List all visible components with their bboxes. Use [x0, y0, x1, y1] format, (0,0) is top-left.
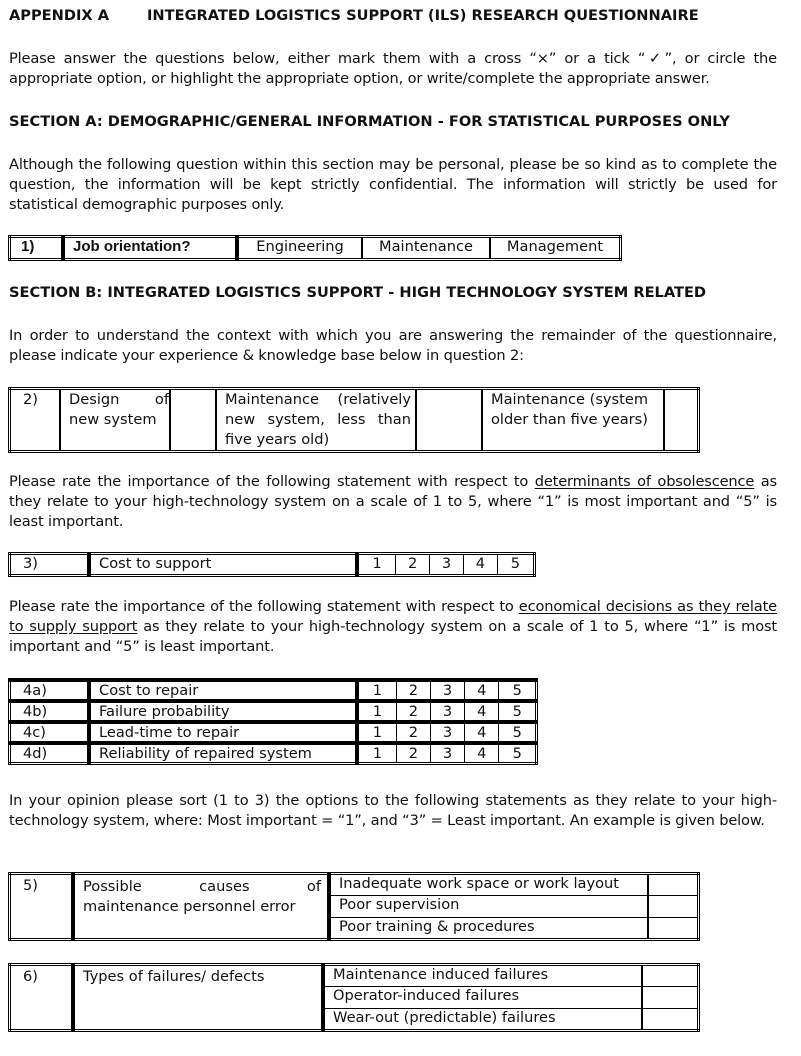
q4d-label: Reliability of repaired system: [89, 743, 357, 764]
q4c-rating-5[interactable]: 5: [512, 724, 522, 741]
section-a-heading: SECTION A: DEMOGRAPHIC/GENERAL INFORMATION - FOR STATISTICAL PURPOSES ONLY: [9, 113, 730, 130]
q1-label: Job orientation?: [63, 237, 237, 260]
appendix-label: APPENDIX A: [9, 7, 110, 24]
q3-rating-5[interactable]: 5: [510, 555, 521, 572]
q4-row: [10, 680, 537, 701]
q6-rank-3[interactable]: [642, 1009, 699, 1031]
q5-option-2: Poor supervision: [329, 896, 648, 918]
q6-option-2: Operator-induced failures: [323, 987, 642, 1009]
q2-option-maint-old: Maintenance (system older than five years): [482, 389, 664, 452]
q4c-number: 4c): [10, 722, 90, 743]
q4a-rating-2[interactable]: 2: [396, 680, 430, 701]
q4b-rating-2[interactable]: 2: [396, 701, 430, 722]
q4c-rating-4[interactable]: 4: [465, 722, 499, 743]
q6-table: [8, 963, 700, 1032]
q5-label: Possible causes of maintenance personnel error: [73, 874, 329, 940]
q2-table: [8, 387, 700, 453]
q4-emphasis: economical decisions as they relate to supply support: [9, 598, 777, 635]
q2-checkbox-maint-old[interactable]: [664, 389, 699, 452]
section-b-heading: SECTION B: INTEGRATED LOGISTICS SUPPORT - HIGH TECHNOLOGY SYSTEM RELATED: [9, 284, 707, 301]
q4b-label: Failure probability: [89, 701, 357, 722]
q1-table: [8, 235, 622, 261]
q3-rating-3[interactable]: 3: [430, 554, 464, 576]
q1-option-management[interactable]: Management: [506, 238, 604, 255]
q6-label: Types of failures/ defects: [73, 965, 323, 1031]
q2-checkbox-design[interactable]: [170, 389, 216, 452]
q3-table: [8, 552, 536, 577]
page-title: INTEGRATED LOGISTICS SUPPORT (ILS) RESEARCH QUESTIONNAIRE: [147, 7, 699, 24]
q4c-rating-1[interactable]: 1: [357, 722, 396, 743]
q4c-rating-2[interactable]: 2: [396, 722, 430, 743]
q5-option-3: Poor training & procedures: [329, 918, 648, 940]
q3-emphasis: determinants of obsolescence: [534, 473, 755, 490]
q2-option-design: Design of new system: [60, 389, 170, 452]
q4d-rating-3[interactable]: 3: [430, 743, 464, 764]
q5-option-1: Inadequate work space or work layout: [329, 874, 648, 896]
q6-rank-1[interactable]: [642, 965, 699, 987]
q4a-rating-1[interactable]: 1: [357, 680, 396, 701]
q1-option-engineering[interactable]: Engineering: [237, 237, 362, 260]
q4d-rating-1[interactable]: 1: [357, 743, 396, 764]
q3-number: 3): [10, 554, 90, 576]
q1-number: 1): [10, 237, 64, 260]
q4-row: [10, 701, 537, 722]
q5-number: 5): [10, 874, 74, 940]
q3-rating-2[interactable]: 2: [396, 554, 430, 576]
q3-label: Cost to support: [89, 554, 357, 576]
q4b-rating-3[interactable]: 3: [430, 701, 464, 722]
q4-intro: Please rate the importance of the following statement with respect to economical decisions as they relate to supply support as they relate to your high-technology system on a scale of 1 to 5, where “1” is most important and “5” is least important.: [9, 598, 777, 655]
sort-intro: In your opinion please sort (1 to 3) the options to the following statements as they relate to your high-technology system, where: Most important = “1”, and “3” = Least important. An example is given below.: [9, 792, 777, 829]
q4c-label: Lead-time to repair: [89, 722, 357, 743]
q5-table: [8, 872, 700, 941]
q6-rank-2[interactable]: [642, 987, 699, 1009]
q5-rank-2[interactable]: [648, 896, 699, 918]
q4a-number: 4a): [10, 680, 90, 701]
q4a-rating-3[interactable]: 3: [430, 680, 464, 701]
q6-number: 6): [10, 965, 74, 1031]
q3-rating-4[interactable]: 4: [463, 554, 497, 576]
q4d-number: 4d): [10, 743, 90, 764]
q1-option-maintenance[interactable]: Maintenance: [362, 237, 490, 260]
instructions-text: Please answer the questions below, either mark them with a cross “×” or a tick “✓”, or circle the appropriate option, or highlight the appropriate option, or write/complete the appropriate answer.: [9, 50, 777, 87]
q4d-rating-4[interactable]: 4: [465, 743, 499, 764]
q6-option-3: Wear-out (predictable) failures: [323, 1009, 642, 1031]
q3-rating-1[interactable]: 1: [357, 554, 396, 576]
q2-checkbox-maint-new[interactable]: [416, 389, 482, 452]
q4-table: [8, 678, 538, 765]
q4-row: [10, 743, 537, 764]
q3-intro: Please rate the importance of the following statement with respect to determinants of obsolescence as they relate to your high-technology system on a scale of 1 to 5, where “1” is most important and “5” is least important.: [9, 473, 777, 530]
q4a-rating-4[interactable]: 4: [465, 680, 499, 701]
q4b-rating-5[interactable]: 5: [512, 703, 522, 720]
q6-option-1: Maintenance induced failures: [323, 965, 642, 987]
q2-number: 2): [10, 389, 61, 452]
section-b-intro: In order to understand the context with which you are answering the remainder of the questionnaire, please indicate your experience & knowledge base below in question 2:: [9, 327, 777, 364]
q4b-rating-1[interactable]: 1: [357, 701, 396, 722]
q4a-label: Cost to repair: [89, 680, 357, 701]
q4d-rating-2[interactable]: 2: [396, 743, 430, 764]
q5-rank-1[interactable]: [648, 874, 699, 896]
q4c-rating-3[interactable]: 3: [430, 722, 464, 743]
q4b-number: 4b): [10, 701, 90, 722]
q5-rank-3[interactable]: [648, 918, 699, 940]
q4b-rating-4[interactable]: 4: [465, 701, 499, 722]
q2-option-maint-new: Maintenance (relatively new system, less than five years old): [216, 389, 416, 452]
q4-row: [10, 722, 537, 743]
q4d-rating-5[interactable]: 5: [512, 745, 522, 762]
q4a-rating-5[interactable]: 5: [512, 682, 522, 699]
section-a-intro: Although the following question within this section may be personal, please be so kind as to complete the question, the information will be kept strictly confidential. The information will strictly be used for statistical demographic purposes only.: [9, 156, 777, 213]
